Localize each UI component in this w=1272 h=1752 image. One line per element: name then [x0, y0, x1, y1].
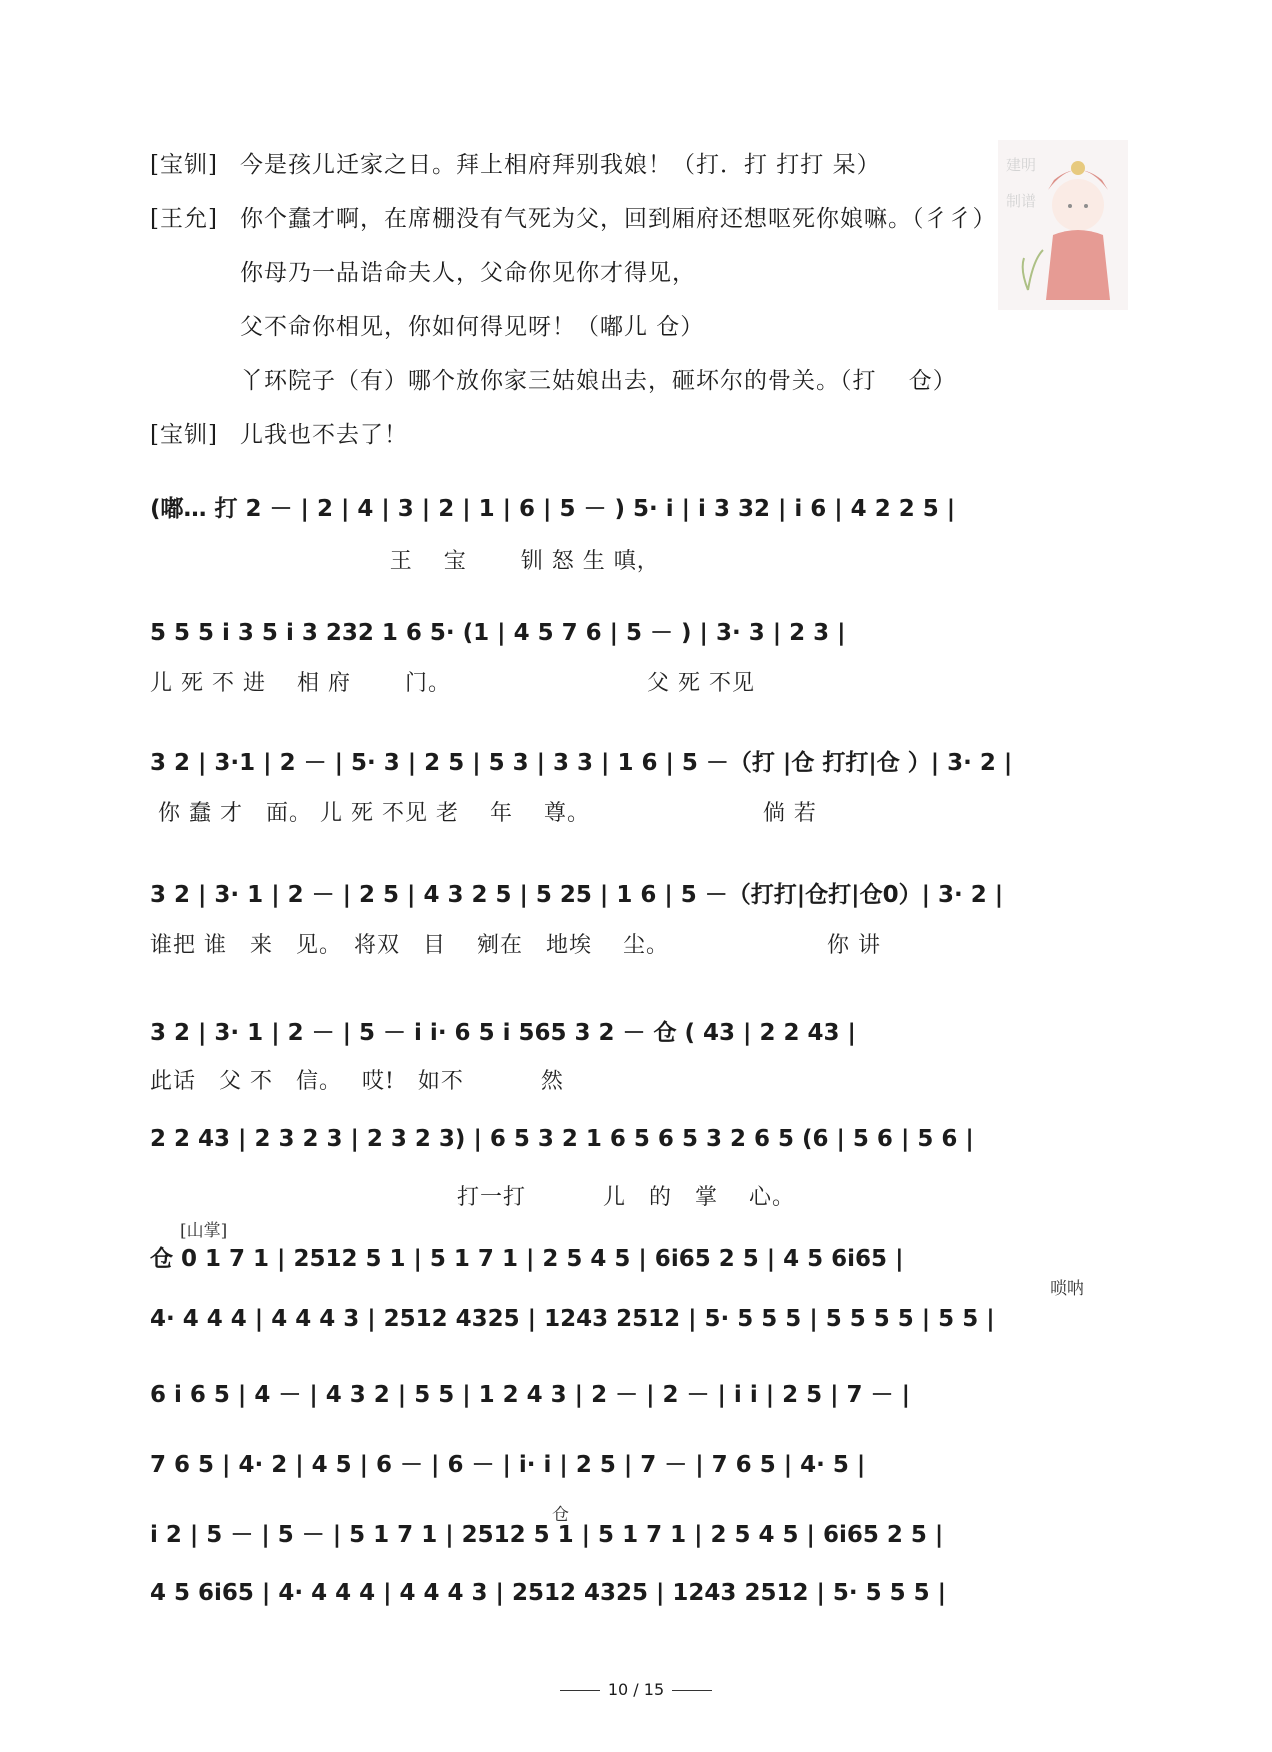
- dialogue-text: 你个蠢才啊，在席棚没有气死为父，回到厢府还想呕死你娘嘛。（彳彳）: [240, 206, 997, 232]
- dialogue-line: [150, 312, 704, 342]
- lyric-line: 打一打 儿 的 掌 心。: [150, 1185, 795, 1210]
- dialogue-line: [150, 258, 696, 288]
- dialogue-text: 丫环院子（有）哪个放你家三姑娘出去，砸坏尔的骨关。（打 仓）: [240, 368, 957, 394]
- lyric-line: 谁把 谁 来 见。 将双 目 剜在 地埃 尘。 你 讲: [150, 933, 881, 958]
- page-number: [0, 1680, 1272, 1699]
- role-name: [宝钏]: [150, 152, 218, 178]
- notation-line: 仓 0 1 7 1 | 2512 5 1 | 5 1 7 1 | 2 5 4 5 | 6i65 2 5 | 4 5 6i65 |: [150, 1246, 904, 1272]
- dialogue-text: 父不命你相见，你如何得见呀！（嘟儿 仓）: [240, 314, 705, 340]
- dialogue-line: [150, 204, 997, 234]
- role-name: [王允]: [150, 206, 218, 232]
- notation-line: 5 5 5 i 3 5 i 3 232 1 6 5· (1 | 4 5 7 6 | 5 － ) | 3· 3 | 2 3 |: [150, 620, 846, 646]
- notation-line: 3 2 | 3·1 | 2 － | 5· 3 | 2 5 | 5 3 | 3 3 | 1 6 | 5 －（打 |仓 打打|仓 ）| 3· 2 |: [150, 750, 1013, 776]
- lyric-line: 王 宝 钏 怒 生 嗔，: [150, 549, 660, 574]
- notation-line: 3 2 | 3· 1 | 2 － | 5 － i i· 6 5 i 565 3 2 － 仓 ( 43 | 2 2 43 |: [150, 1020, 856, 1046]
- notation-line: 4 5 6i65 | 4· 4 4 4 | 4 4 4 3 | 2512 4325 | 1243 2512 | 5· 5 5 5 |: [150, 1580, 947, 1606]
- stamp-label-bottom: 制谱: [1006, 192, 1037, 210]
- role-name: [宝钏]: [150, 422, 218, 448]
- notation-line: 3 2 | 3· 1 | 2 － | 2 5 | 4 3 2 5 | 5 25 | 1 6 | 5 －（打打|仓打|仓0）| 3· 2 |: [150, 882, 1004, 908]
- footer-rule-left: [560, 1690, 600, 1691]
- notation-line: i 2 | 5 － | 5 － | 5 1 7 1 | 2512 5 1 | 5 1 7 1 | 2 5 4 5 | 6i65 2 5 |: [150, 1522, 944, 1548]
- dialogue-text: 今是孩儿迁家之日。拜上相府拜别我娘！（打．打 打打 呆）: [240, 152, 881, 178]
- dialogue-line: [150, 366, 957, 396]
- cang-annotation: 仓: [552, 1505, 569, 1525]
- notation-line: 2 2 43 | 2 3 2 3 | 2 3 2 3) | 6 5 3 2 1 6 5 6 5 3 2 6 5 (6 | 5 6 | 5 6 |: [150, 1126, 974, 1152]
- stamp-label-top: 建明: [1006, 156, 1037, 174]
- footer-rule-right: [672, 1690, 712, 1691]
- dialogue-line: [150, 420, 408, 450]
- notation-line: 4· 4 4 4 | 4 4 4 3 | 2512 4325 | 1243 2512 | 5· 5 5 5 | 5 5 5 5 | 5 5 |: [150, 1306, 995, 1332]
- lyric-line: 儿 死 不 进 相 府 门。 父 死 不见: [150, 671, 755, 696]
- shanzhang-annotation: [山掌]: [180, 1221, 228, 1241]
- lyric-line: 此话 父 不 信。 哎! 如不 然: [150, 1069, 564, 1094]
- page-number-text: 10 / 15: [607, 1680, 665, 1699]
- dialogue-text: 儿我也不去了！: [240, 422, 408, 448]
- notation-line: 7 6 5 | 4· 2 | 4 5 | 6 － | 6 － | i· i | 2 5 | 7 － | 7 6 5 | 4· 5 |: [150, 1452, 866, 1478]
- dialogue-text: 你母乃一品诰命夫人，父命你见你才得见，: [240, 260, 696, 286]
- suona-annotation: 唢呐: [1050, 1279, 1084, 1299]
- notation-line: 6 i 6 5 | 4 － | 4 3 2 | 5 5 | 1 2 4 3 | 2 － | 2 － | i i | 2 5 | 7 － |: [150, 1382, 910, 1408]
- opera-figure-stamp: [998, 140, 1128, 310]
- dialogue-line: [150, 150, 881, 180]
- lyric-line: 你 蠢 才 面。 儿 死 不见 老 年 尊。 倘 若: [150, 801, 817, 826]
- notation-line: (嘟… 打 2 － | 2 | 4 | 3 | 2 | 1 | 6 | 5 － ) 5· i | i 3 32 | i 6 | 4 2 2 5 |: [150, 496, 956, 522]
